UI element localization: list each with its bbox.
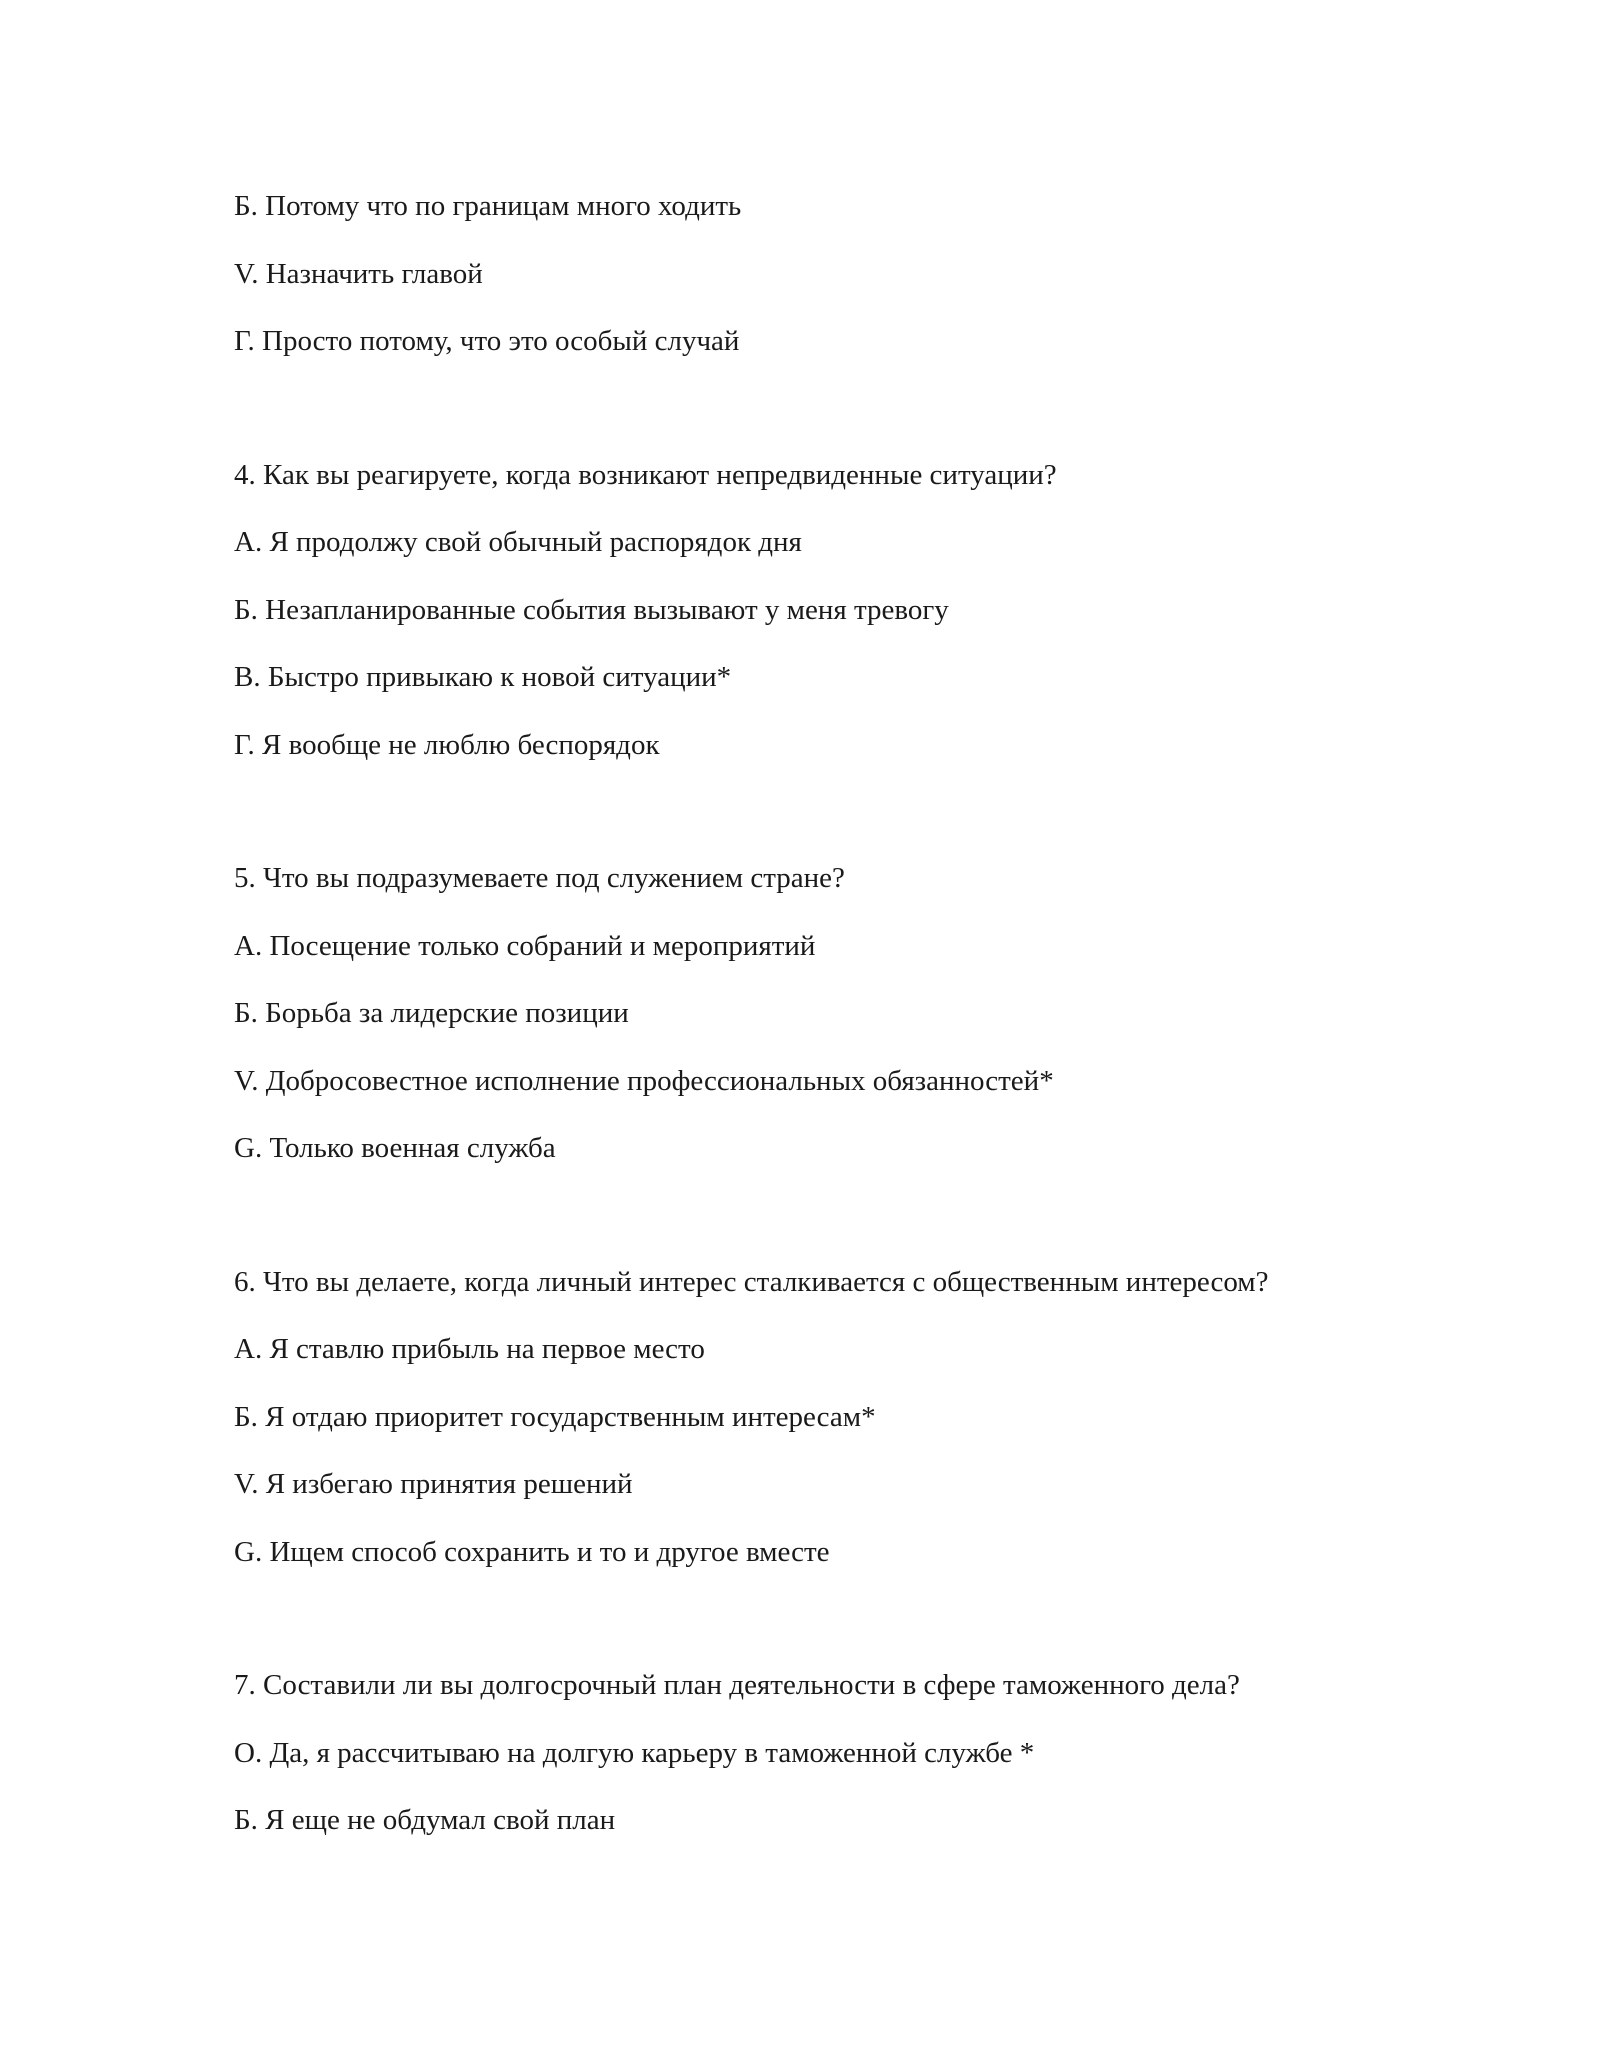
question-block-3-continued xyxy=(234,184,1474,387)
answer-option: Б. Борьба за лидерские позиции xyxy=(234,997,629,1029)
answer-option: G. Только военная служба xyxy=(234,1132,556,1164)
question-block-5 xyxy=(234,856,1474,1194)
question-list xyxy=(234,184,1474,1866)
question-text: 6. Что вы делаете, когда личный интерес сталкивается с общественным интересом? xyxy=(234,1265,1269,1298)
answer-option: О. Да, я рассчитываю на долгую карьеру в таможенной службе * xyxy=(234,1736,1035,1769)
answer-option: В. Быстро привыкаю к новой ситуации* xyxy=(234,661,732,693)
paragraph-gap xyxy=(234,1194,1474,1260)
question-text: 4. Как вы реагируете, когда возникают непредвиденные ситуации? xyxy=(234,458,1057,491)
paragraph-gap xyxy=(234,790,1474,856)
answer-option: V. Я избегаю принятия решений xyxy=(234,1468,633,1500)
answer-option: Б. Незапланированные события вызывают у меня тревогу xyxy=(234,593,949,626)
paragraph-gap xyxy=(234,1597,1474,1663)
question-block-7 xyxy=(234,1663,1474,1866)
answer-option: Б. Потому что по границам много ходить xyxy=(234,190,742,222)
answer-option: V. Назначить главой xyxy=(234,257,483,290)
question-text: 5. Что вы подразумеваете под служением стране? xyxy=(234,862,845,894)
question-block-4 xyxy=(234,453,1474,791)
answer-option: Г. Я вообще не люблю беспорядок xyxy=(234,728,660,761)
answer-option: Б. Я еще не обдумал свой план xyxy=(234,1804,616,1836)
answer-option: А. Я продолжу свой обычный распорядок дня xyxy=(234,526,802,558)
question-block-6 xyxy=(234,1260,1474,1598)
question-text: 7. Составили ли вы долгосрочный план деятельности в сфере таможенного дела? xyxy=(234,1669,1240,1701)
answer-option: Б. Я отдаю приоритет государственным интересам* xyxy=(234,1400,876,1433)
answer-option: А. Посещение только собраний и мероприятий xyxy=(234,929,816,962)
answer-option: Г. Просто потому, что это особый случай xyxy=(234,325,740,357)
answer-option: V. Добросовестное исполнение профессиональных обязанностей* xyxy=(234,1064,1054,1097)
answer-option: А. Я ставлю прибыль на первое место xyxy=(234,1333,705,1365)
answer-option: G. Ищем способ сохранить и то и другое вместе xyxy=(234,1535,830,1568)
paragraph-gap xyxy=(234,387,1474,453)
